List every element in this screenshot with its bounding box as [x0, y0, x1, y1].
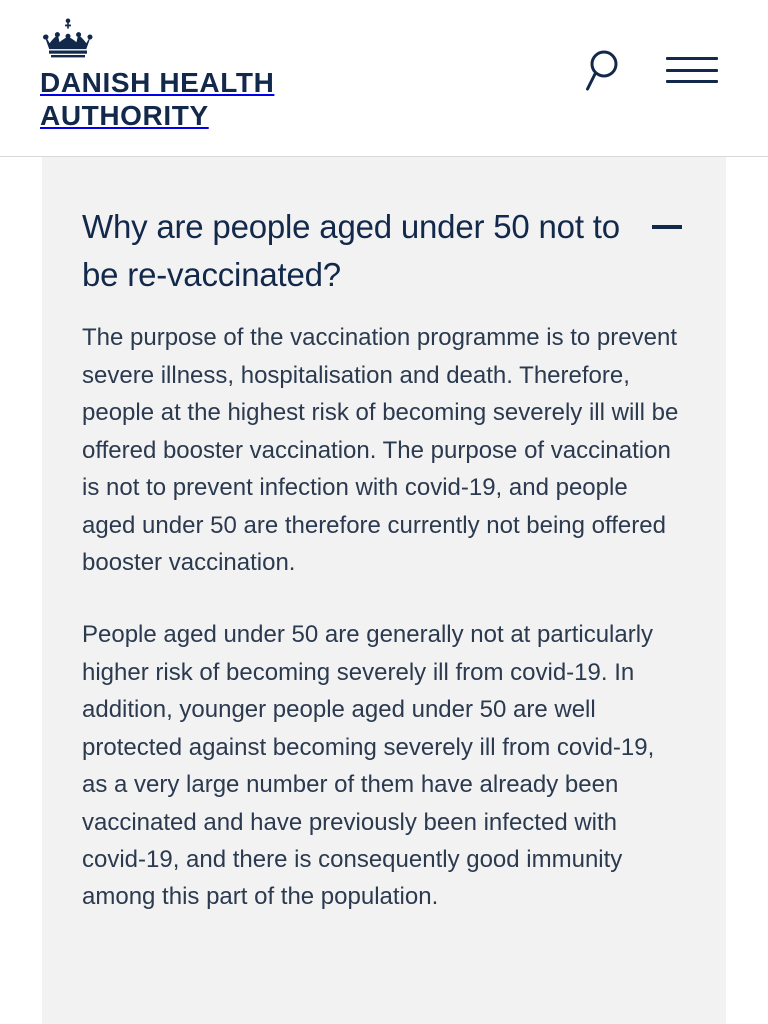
accordion-paragraph: People aged under 50 are generally not at particularly higher risk of becoming severely ill from covid-19. In addition, younger people aged under 50 are well protected against becoming severely ill from covid-19, as a very large number of them have already been vaccinated and have previously been infected with covid-19, and there is consequently good immunity among this part of the population.: [82, 621, 655, 911]
brand-name-line1: DANISH HEALTH: [40, 67, 275, 98]
accordion-title: Why are people aged under 50 not to be re-vaccinated?: [82, 208, 620, 294]
accordion-body: [82, 319, 686, 916]
hamburger-bars: [666, 57, 718, 83]
search-icon[interactable]: [586, 48, 626, 92]
header-actions: [586, 0, 768, 92]
accordion-header[interactable]: [82, 203, 686, 299]
brand-name-line2: AUTHORITY: [40, 100, 209, 132]
minus-icon[interactable]: [652, 225, 682, 229]
main-content: [0, 157, 768, 1024]
accordion-paragraph: The purpose of the vaccination programme is to prevent severe illness, hospitalisation and death. Therefore, people at the highest risk of becoming severely ill will be offered booster vaccination. The purpose of vaccination is not to prevent infection with covid-19, and people aged under 50 are therefore currently not being offered booster vaccination.: [82, 324, 679, 576]
logo-link[interactable]: [0, 0, 274, 132]
site-header: [0, 0, 768, 157]
hamburger-menu-icon[interactable]: [666, 57, 718, 83]
accordion-item[interactable]: [42, 157, 726, 1024]
crown-icon: [40, 18, 96, 58]
